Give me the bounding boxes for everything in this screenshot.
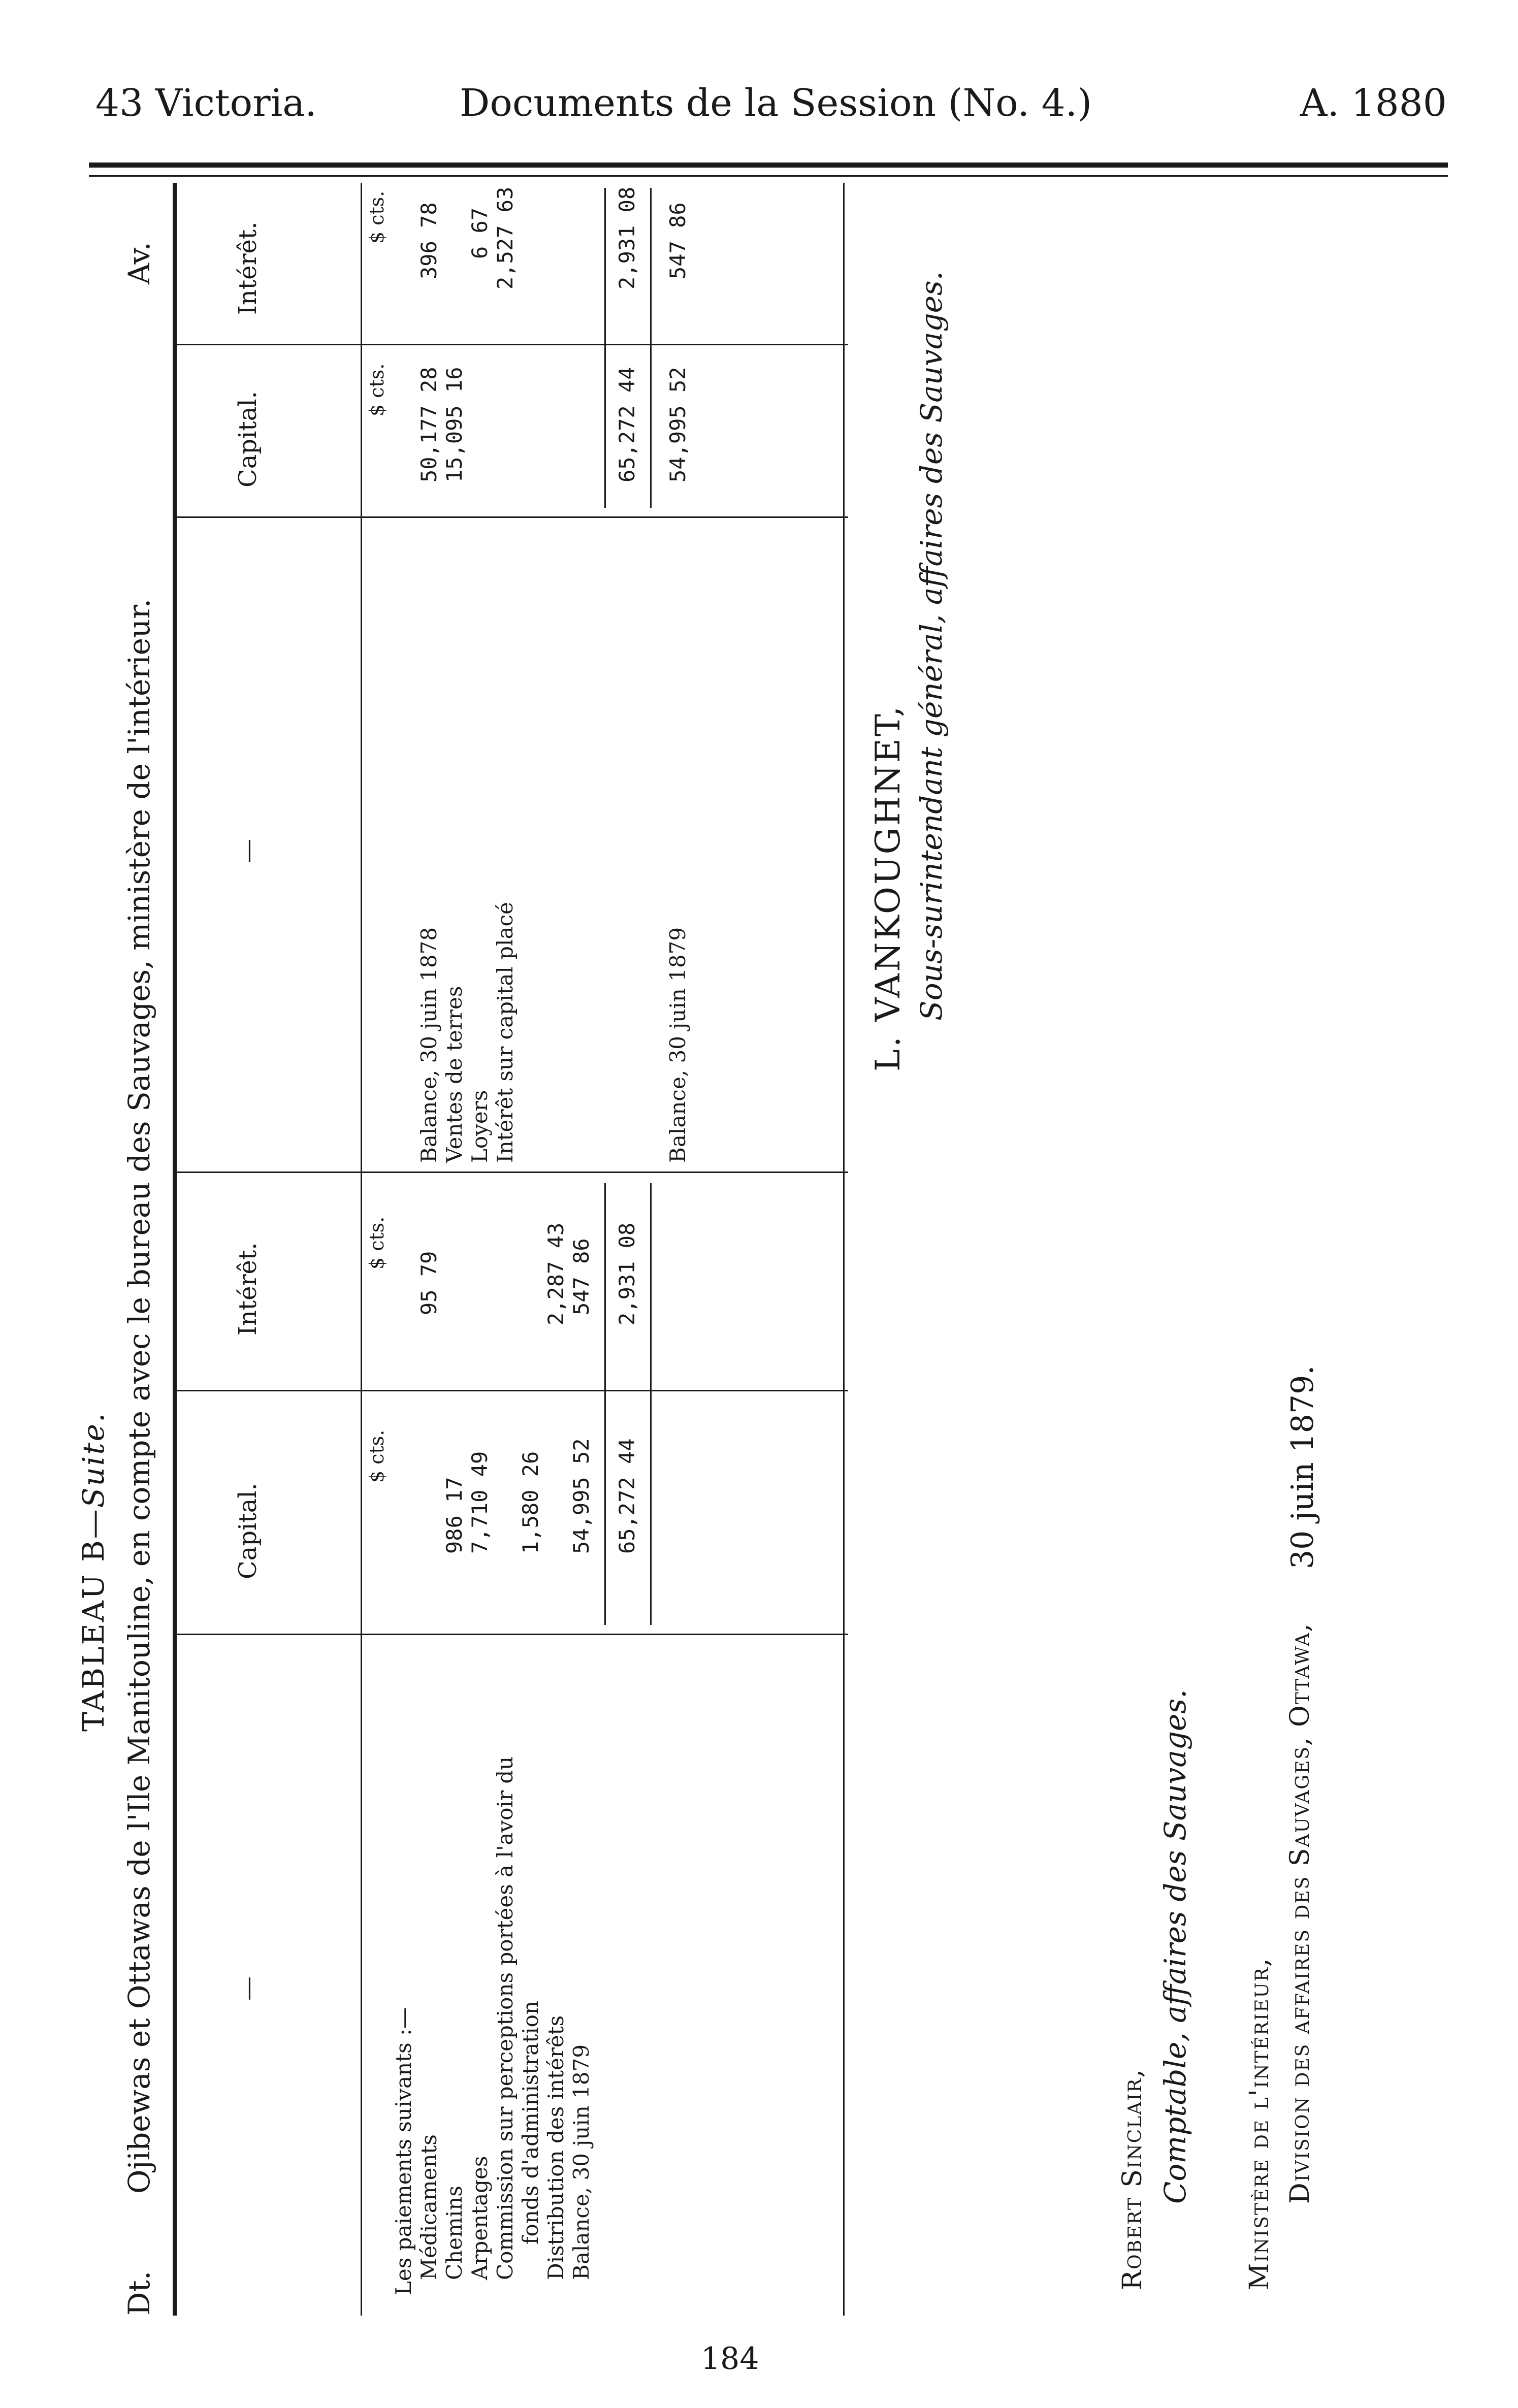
col-divider-2 [173, 1390, 848, 1391]
debit-interet-units: $ cts. [366, 1216, 388, 1270]
col-divider-1 [173, 1634, 848, 1635]
ministry-line-1: Ministère de l'intérieur, [1244, 1957, 1275, 2290]
table-title [76, 1412, 111, 1732]
table-bottom-rule [843, 183, 845, 2316]
header-title: Documents de la Session (No. 4.) [460, 81, 1092, 125]
credit-capital-0: 50,177 28 [416, 367, 441, 482]
credit-label-0: Balance, 30 juin 1878 [416, 927, 441, 1163]
debit-label-1: Chemins [442, 2186, 467, 2280]
debit-interet-head: Intérêt. [234, 1242, 262, 1336]
credit-balance-interet: 547 86 [665, 202, 690, 279]
credit-label-1: Ventes de terres [442, 986, 467, 1163]
credit-label-3: Intérêt sur capital placé [493, 902, 518, 1163]
credit-total-rule-bottom [650, 188, 652, 508]
ministry-date: 30 juin 1879. [1285, 1365, 1320, 1569]
header-year: A. 1880 [1300, 81, 1447, 125]
debit-capital-4: 1,580 26 [518, 1451, 543, 1554]
header-rule-thin [89, 175, 1448, 177]
debit-label-2: Arpentages [467, 2156, 492, 2280]
col-divider-4 [173, 516, 848, 518]
credit-interet-head: Intérêt. [234, 221, 262, 315]
debit-label-0: Médicaments [416, 2134, 441, 2280]
credit-balance-label: Balance, 30 juin 1879 [665, 927, 690, 1163]
accountant-title: Comptable, affaires des Sauvages. [1158, 1689, 1192, 2204]
debit-interet-5: 2,287 43 [543, 1222, 568, 1325]
table-head-rule [361, 183, 362, 2316]
page-number: 184 [701, 2341, 759, 2377]
debit-total-rule-top [604, 1183, 606, 1625]
table-subtitle: Ojibewas et Ottawas de l'Ile Manitouline, en compte avec le bureau des Sauvages, ministère de l'intérieur. [122, 598, 156, 2194]
header-rule-thick [89, 162, 1448, 168]
header-volume: 43 Victoria. [95, 81, 317, 125]
credit-total-rule-top [604, 188, 606, 508]
debit-desc-head: — [234, 1976, 262, 2001]
debit-total-interet: 2,931 08 [615, 1222, 639, 1325]
debit-capital-6: 54,995 52 [569, 1438, 594, 1554]
debit-capital-head: Capital. [234, 1483, 262, 1579]
credit-interet-units: $ cts. [366, 190, 388, 244]
debit-interet-6: 547 86 [569, 1238, 594, 1315]
debit-total-capital: 65,272 44 [615, 1438, 639, 1554]
credit-label-2: Loyers [467, 1090, 492, 1163]
debit-label-6: Balance, 30 juin 1879 [569, 2044, 594, 2280]
debit-intro: Les paiements suivants :— [391, 2007, 416, 2295]
credit-interet-3: 2,527 63 [493, 186, 518, 289]
col-divider-5 [173, 344, 848, 345]
signatory-title: Sous-surintendant général, affaires des Sauvages. [914, 271, 949, 1021]
credit-marker: Av. [122, 242, 156, 284]
credit-balance-capital: 54,995 52 [665, 367, 690, 482]
credit-interet-2: 6 67 [467, 207, 492, 259]
debit-total-rule-bottom [650, 1183, 652, 1625]
table-title-suffix: Suite. [76, 1411, 111, 1508]
debit-capital-2: 7,710 49 [467, 1451, 492, 1554]
col-divider-3 [173, 1172, 848, 1173]
credit-capital-head: Capital. [234, 391, 262, 487]
debit-capital-1: 986 17 [442, 1477, 467, 1554]
debit-label-3: Commission sur perceptions portées à l'avoir du [493, 1756, 518, 2280]
debit-interet-0: 95 79 [416, 1251, 441, 1315]
credit-capital-units: $ cts. [366, 363, 388, 416]
debit-label-4: fonds d'administration [518, 2001, 543, 2244]
debit-capital-units: $ cts. [366, 1429, 388, 1483]
ministry-line-2: Division des affaires des Sauvages, Ottawa, [1285, 1622, 1315, 2204]
signatory-name: L. VANKOUGHNET, [868, 704, 908, 1071]
credit-total-capital: 65,272 44 [615, 367, 639, 482]
credit-total-interet: 2,931 08 [615, 186, 639, 289]
credit-interet-0: 396 78 [416, 202, 441, 279]
table-top-rule [173, 183, 177, 2316]
debit-marker: Dt. [122, 2270, 156, 2316]
table-title-main: TABLEAU B— [76, 1508, 111, 1732]
rotated-page-content [76, 183, 1371, 2316]
credit-capital-1: 15,095 16 [442, 367, 467, 482]
credit-desc-head: — [234, 839, 262, 863]
debit-label-5: Distribution des intérêts [543, 2015, 568, 2280]
accountant-name: Robert Sinclair, [1117, 2068, 1148, 2290]
account-table [173, 183, 848, 2316]
